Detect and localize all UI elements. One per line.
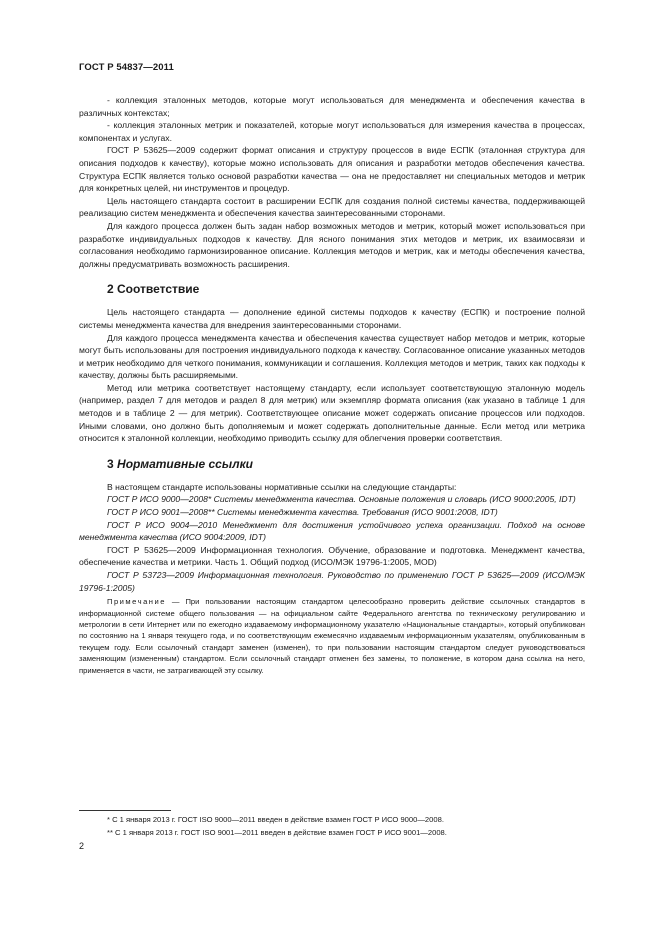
footnote-divider: [79, 810, 171, 811]
reference-gost-53625: ГОСТ Р 53625—2009 Информационная технология. Обучение, образование и подготовка. Менеджмент качества, обеспечение качества и метрики. Часть 1. Общий подход (ИСО/МЭК 19796-1:2005, MOD): [79, 544, 585, 568]
reference-gost-53723: ГОСТ Р 53723—2009 Информационная технология. Руководство по применению ГОСТ Р 53625—2009 (ИСО/МЭК 19796-1:2005): [79, 570, 585, 593]
reference-iso-9001: ГОСТ Р ИСО 9001—2008** Системы менеджмента качества. Требования (ИСО 9001:2008, IDT): [107, 507, 498, 518]
reference-iso-9004: ГОСТ Р ИСО 9004—2010 Менеджмент для достижения устойчивого успеха организации. Подход на основе менеджмента качества (ИСО 9004:2009, IDT): [79, 519, 585, 543]
intro-paragraph: ГОСТ Р 53625—2009 содержит формат описания и структуру процессов в виде ЕСПК (эталонная структура для описания подходов к качеству), которые можно использовать для описания и разработки методов обеспечения качества. Структура ЕСПК является только основой разработки качества — она не предоставляет ни специальных методов и метрик для конкретных целей, ни инструментов и процедур.: [79, 145, 585, 194]
section-3-number: 3: [107, 456, 114, 471]
section-3-lead: В настоящем стандарте использованы нормативные ссылки на следующие стандарты:: [107, 481, 457, 492]
page-number: 2: [79, 841, 85, 851]
section-2-heading: 2 Соответствие: [107, 282, 200, 297]
running-header: ГОСТ Р 54837—2011: [79, 62, 174, 73]
section-3-title: Нормативные ссылки: [117, 456, 253, 471]
footnote-2: ** С 1 января 2013 г. ГОСТ ISO 9001—2011 введен в действие взамен ГОСТ Р ИСО 9001—2008.: [107, 828, 447, 837]
intro-paragraph: Для каждого процесса должен быть задан набор возможных методов и метрик, который может использоваться при разработке индивидуальных подходов к качеству. Для ясного понимания этих методов и метрик, их взаимосвязи и согласования необходимо гармонизированное описание. Коллекция методов и метрик, как и методы обеспечения качества, должны предусматривать возможность расширения.: [79, 220, 585, 269]
note-label: Примечание: [107, 597, 166, 607]
note-text: — При пользовании настоящим стандартом целесообразно проверить действие ссылочных стандартов в информационной системе общего пользования — на официальном сайте Федерального агентства по техническому регулированию и метрологии в сети Интернет или по ежегодно издаваемому информационному указателю «Национальные стандарты», который опубликован по состоянию на 1 января текущего года, и по соответствующим ежемесячно издаваемым информационным указателям, опубликованным в текущем году. Если ссылочный стандарт заменен (изменен), то при пользовании настоящим стандартом следует руководствоваться заменяющим (измененным) стандартом. Если ссылочный стандарт отменен без замены, то положение, в котором дана ссылка на него, применяется в части, не затрагивающей эту ссылку.: [79, 597, 585, 675]
main-text: [79, 94, 585, 676]
section-2-paragraph: Для каждого процесса менеджмента качества и обеспечения качества существует набор методов и метрик, которые могут быть использованы для построения индивидуального подхода к качеству. Согласованное описание указанных методов и метрик необходимо для четкого понимания, коммуникации и соглашения. Коллекция методов и метрик, таких как подходы к качеству, должны быть расширяемыми.: [79, 332, 585, 381]
intro-item-2: - коллекция эталонных метрик и показателей, которые могут использоваться для измерения качества в процессах, компонентах и услугах.: [79, 120, 585, 143]
intro-item-1: - коллекция эталонных методов, которые могут использоваться для менеджмента и обеспечения качества в различных контекстах;: [79, 95, 585, 118]
note-paragraph: [79, 596, 585, 676]
section-3-heading: [107, 457, 585, 471]
intro-paragraph: Цель настоящего стандарта состоит в расширении ЕСПК для создания полной системы качества, поддерживающей реализацию систем менеджмента и обеспечения качества заинтересованными сторонами.: [79, 195, 585, 219]
footnote-1: * С 1 января 2013 г. ГОСТ ISO 9000—2011 введен в действие взамен ГОСТ Р ИСО 9000—2008.: [107, 815, 444, 824]
section-2-paragraph: Цель настоящего стандарта — дополнение единой системы подходов к качеству (ЕСПК) и построение полной системы менеджмента качества для внедрения заинтересованными сторонами.: [79, 307, 585, 330]
section-2-paragraph: Метод или метрика соответствует настоящему стандарту, если использует соответствующую эталонную модель (например, раздел 7 для методов и раздел 8 для метрик) или экземпляр формата описания (как указано в таблице 1 для методов и в таблице 2 — для метрик). Соответствующее описание может содержать описание процессов или подходов. Иными словами, оно должно быть дополняемым и может содержать дополнительные данные. Если метод или метрика относится к эталонной коллекции, необходимо приводить ссылку для облегчения проверки соответствия.: [79, 382, 585, 444]
reference-iso-9000: ГОСТ Р ИСО 9000—2008* Системы менеджмента качества. Основные положения и словарь (ИСО 9000:2005, IDT): [107, 494, 576, 505]
